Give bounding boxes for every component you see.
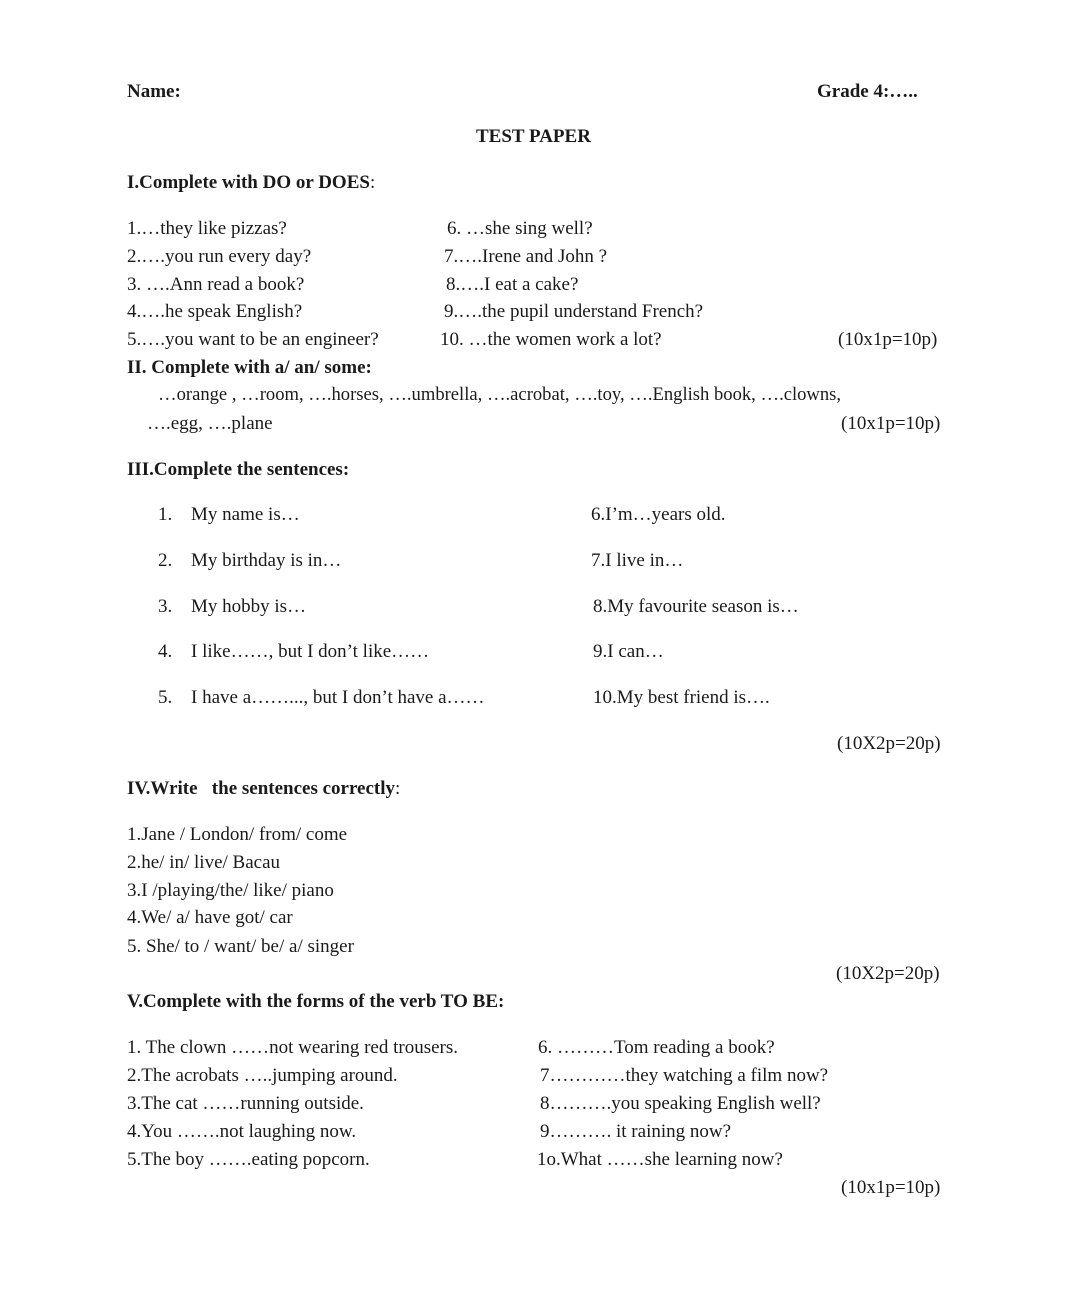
section-5-heading: V.Complete with the forms of the verb TO BE:: [127, 991, 505, 1012]
s4-item-2: 2.he/ in/ live/ Bacau: [127, 852, 281, 873]
s2-line-2: ….egg, ….plane: [147, 413, 273, 434]
s5-item-8: 8……….you speaking English well?: [540, 1093, 821, 1114]
s1-item-3: 3. ….Ann read a book?: [127, 274, 305, 295]
s1-item-9: 9.….the pupil understand French?: [444, 301, 704, 322]
s5-item-1: 1. The clown ……not wearing red trousers.: [127, 1037, 459, 1058]
s3-num-1: 1.: [158, 504, 173, 525]
s5-item-5: 5.The boy …….eating popcorn.: [127, 1149, 370, 1170]
section-1-heading: [127, 173, 375, 192]
s3-score: (10X2p=20p): [837, 733, 941, 754]
s5-item-9: 9………. it raining now?: [540, 1121, 732, 1142]
s3-num-5: 5.: [158, 687, 173, 708]
s1-item-4: 4.….he speak English?: [127, 301, 303, 322]
s4-item-3: 3.I /playing/the/ like/ piano: [127, 880, 334, 901]
section-3-heading: III.Complete the sentences:: [127, 459, 350, 480]
section-2-heading: II. Complete with a/ an/ some:: [127, 357, 372, 378]
s3-item-10: 10.My best friend is….: [593, 687, 770, 708]
name-label: Name:: [127, 81, 181, 102]
s1-item-7: 7.….Irene and John ?: [444, 246, 608, 267]
s3-item-8: 8.My favourite season is…: [593, 596, 799, 617]
grade-label: Grade 4:…..: [817, 81, 918, 102]
s5-item-7: 7…………they watching a film now?: [540, 1065, 829, 1086]
s4-item-1: 1.Jane / London/ from/ come: [127, 824, 348, 845]
page-title: TEST PAPER: [476, 126, 591, 147]
s5-item-4: 4.You …….not laughing now.: [127, 1121, 357, 1142]
s1-item-8: 8.….I eat a cake?: [446, 274, 579, 295]
section-1-heading-colon: :: [369, 172, 376, 193]
s3-num-4: 4.: [158, 641, 173, 662]
s4-item-5: 5. She/ to / want/ be/ a/ singer: [127, 936, 354, 957]
s4-score: (10X2p=20p): [836, 963, 940, 984]
s3-item-5: I have a……..., but I don’t have a……: [191, 687, 485, 708]
s3-item-4: I like……, but I don’t like……: [191, 641, 430, 662]
section-4-heading: [127, 779, 400, 798]
s3-item-7: 7.I live in…: [591, 550, 684, 571]
s5-item-3: 3.The cat ……running outside.: [127, 1093, 364, 1114]
s1-item-1: 1.…they like pizzas?: [127, 218, 287, 239]
s1-item-5: 5.….you want to be an engineer?: [127, 329, 379, 350]
s3-item-6: 6.I’m…years old.: [591, 504, 726, 525]
s4-item-4: 4.We/ a/ have got/ car: [127, 907, 293, 928]
s3-item-2: My birthday is in…: [191, 550, 342, 571]
s2-line-1: …orange , …room, ….horses, ….umbrella, ….acrobat, ….toy, ….English book, ….clowns,: [158, 384, 842, 405]
s5-item-6: 6. ………Tom reading a book?: [538, 1037, 775, 1058]
section-1-heading-text: I.Complete with DO or DOES: [127, 172, 370, 193]
s1-score: (10x1p=10p): [838, 329, 938, 350]
s3-item-3: My hobby is…: [191, 596, 307, 617]
s5-item-10: 1o.What ……she learning now?: [537, 1149, 783, 1170]
s3-item-1: My name is…: [191, 504, 300, 525]
s5-item-2: 2.The acrobats …..jumping around.: [127, 1065, 398, 1086]
section-4-heading-text: IV.Write the sentences correctly: [127, 778, 396, 799]
s1-item-10: 10. …the women work a lot?: [440, 329, 662, 350]
s3-num-2: 2.: [158, 550, 173, 571]
s2-score: (10x1p=10p): [841, 413, 941, 434]
s1-item-6: 6. …she sing well?: [447, 218, 593, 239]
s3-item-9: 9.I can…: [593, 641, 664, 662]
s5-score: (10x1p=10p): [841, 1177, 941, 1198]
s1-item-2: 2.….you run every day?: [127, 246, 312, 267]
section-4-heading-colon: :: [395, 778, 401, 799]
s3-num-3: 3.: [158, 596, 173, 617]
